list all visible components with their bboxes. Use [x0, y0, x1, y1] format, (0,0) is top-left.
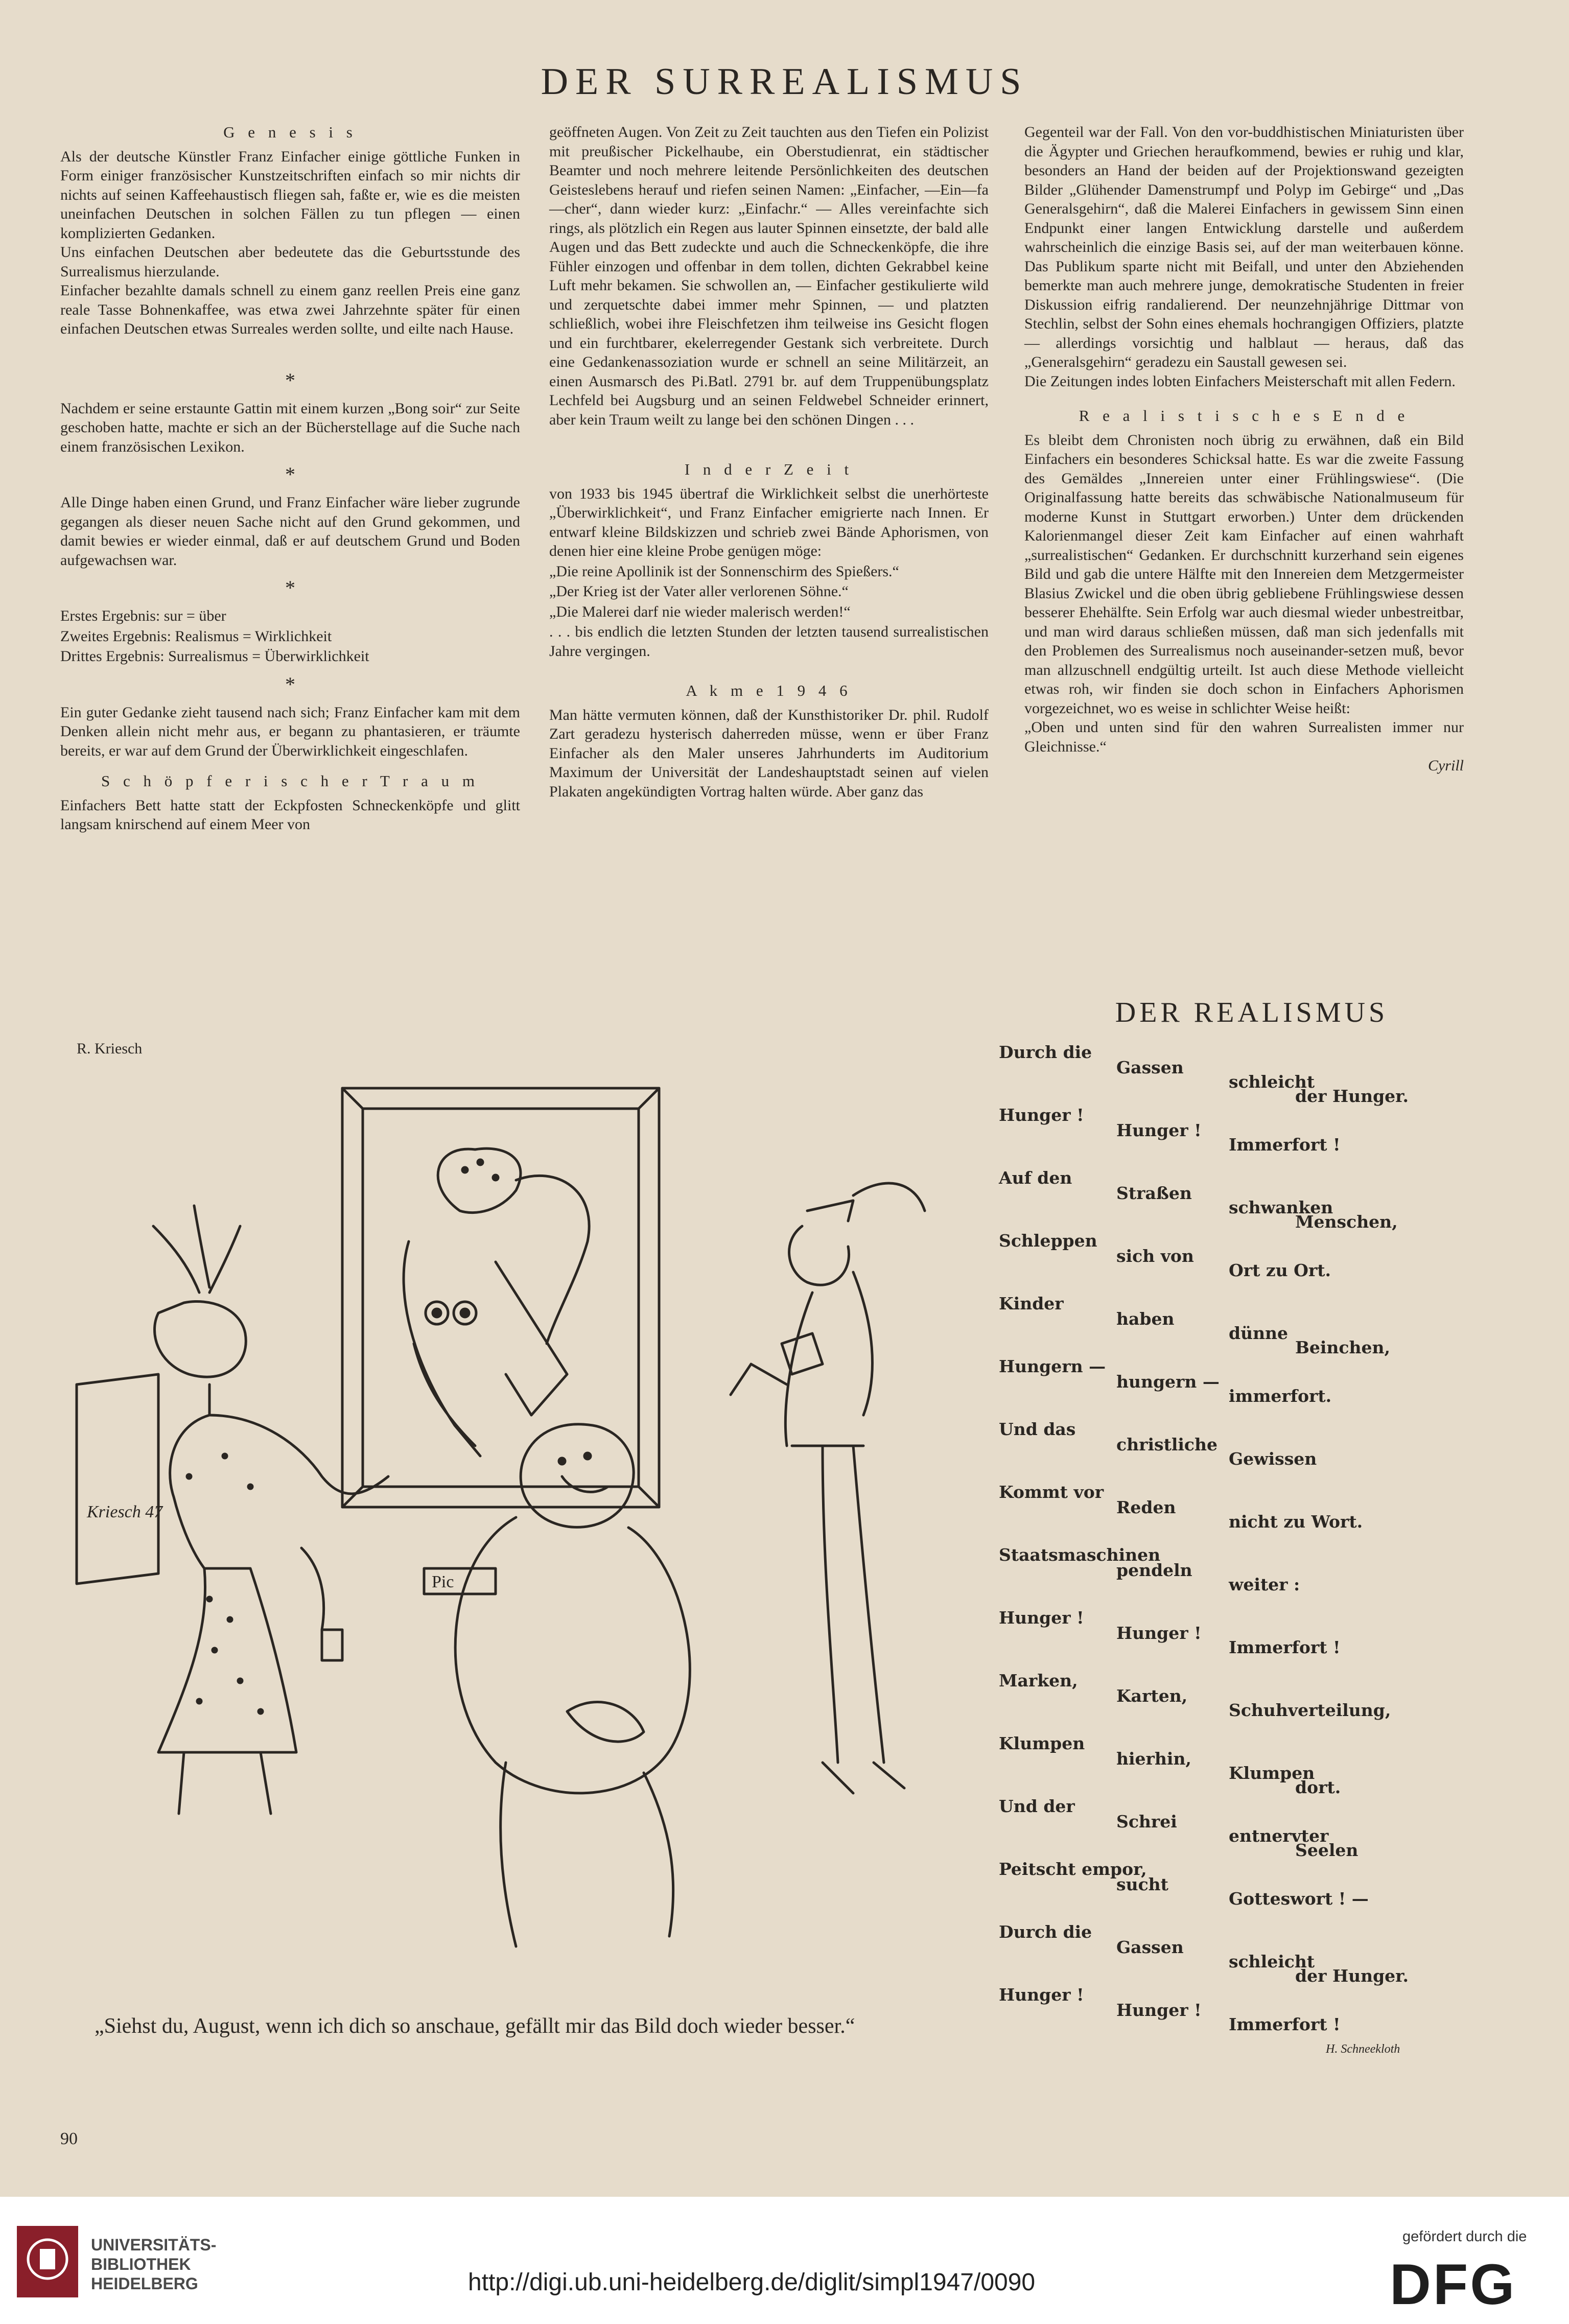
poem-word: Immerfort !	[1229, 2014, 1341, 2034]
library-name-line: HEIDELBERG	[91, 2274, 198, 2293]
poem-word: Seelen	[1295, 1840, 1359, 1860]
poem-author: H. Schneekloth	[1326, 2043, 1400, 2056]
poem-word: Durch die	[999, 1042, 1092, 1062]
section-star: *	[285, 672, 295, 696]
permalink-url[interactable]: http://digi.ub.uni-heidelberg.de/diglit/simpl1947/0090	[468, 2269, 1036, 2296]
poem-title: DER REALISMUS	[1115, 997, 1389, 1028]
label-sign-text: Pic	[432, 1572, 454, 1591]
funding-label: gefördert durch die	[1402, 2228, 1527, 2245]
poem-word: sucht	[1116, 1874, 1168, 1894]
poem-word: der Hunger.	[1295, 1966, 1409, 1986]
poem-word: nicht zu Wort.	[1229, 1512, 1363, 1532]
poem-word: Hunger !	[999, 1105, 1084, 1125]
heading-akme-1946: A k m e 1 9 4 6	[686, 682, 852, 699]
poem-word: Karten,	[1116, 1686, 1188, 1706]
dfg-logo	[1390, 2256, 1558, 2312]
library-name-line: UNIVERSITÄTS-	[91, 2236, 217, 2254]
result-line: Zweites Ergebnis: Realismus = Wirklichkeit	[60, 627, 332, 645]
author-signature: Cyrill	[1427, 757, 1464, 774]
result-line: Drittes Ergebnis: Surrealismus = Überwirklichkeit	[60, 648, 369, 665]
poem-word: Hungern —	[999, 1356, 1106, 1376]
aphorism: „Die reine Apollinik ist der Sonnenschirm des Spießers.“	[549, 562, 899, 580]
result-line: Erstes Ergebnis: sur = über	[60, 607, 226, 624]
library-name-line: BIBLIOTHEK	[91, 2255, 191, 2273]
poem-word: Auf den	[999, 1168, 1072, 1188]
poem-word: schleicht	[1229, 1072, 1315, 1092]
poem-word: Gassen	[1116, 1058, 1184, 1077]
poem-word: Hunger !	[1116, 2000, 1202, 2020]
text-column-right	[1024, 123, 1464, 776]
dfg-logo-text: DFG	[1390, 2256, 1517, 2312]
page-number: 90	[60, 2129, 78, 2148]
poem	[999, 1042, 1484, 2059]
poem-word: Hunger !	[999, 1608, 1084, 1628]
artist-signature: Kriesch 47	[87, 1503, 163, 1521]
poem-word: schwanken	[1229, 1198, 1333, 1217]
poem-word: Kinder	[999, 1294, 1064, 1313]
paragraph: Alle Dinge haben einen Grund, und Franz Einfacher wäre lieber zugrunde gegangen als dieser neuen Sache nicht auf den Grund gekommen, und damit bewies er wieder einmal, daß er auf deutschem Grund und Boden aufgewachsen war.	[60, 494, 520, 569]
poem-word: dort.	[1295, 1777, 1341, 1797]
paragraph: Einfachers Bett hatte statt der Eckpfosten Schneckenköpfe und glitt langsam knirschend auf einem Meer von	[60, 796, 520, 833]
heading-genesis: G e n e s i s	[223, 123, 357, 141]
paragraph: Gegenteil war der Fall. Von den vor-buddhistischen Miniaturisten über die Ägypter und Griechen heraufkommend, bewies er ruhig und klar, besonders an Hand der beiden auf der Projektionswand gezeigten Bilder „Glühender Damenstrumpf und Polyp im Gebirge“ und „Das Generalsgehirn“, daß die Malerei Einfachers in gewissem Sinn einen Endpunkt einer langen Entwicklung darstelle und außerdem wahrscheinlich die einzige Basis sei, auf der man weiterbauen könne. Das Publikum sparte nicht mit Beifall, und unter den Abziehenden bemerkte man auch mehrere junge, demokratische Studenten in freier Diskussion eifrig randalierend. Der neunzehnjährige Dittmar von Stechlin, selbst der Sohn eines ehemals hochrangigen Offiziers, platzte — allerdings vorsichtig und halblaut — heraus, daß das „Generalsgehirn“ geradezu ein Saustall gewesen sei.	[1024, 124, 1464, 370]
wall-frame	[77, 1374, 158, 1584]
woman-figure	[153, 1206, 388, 1814]
poem-word: Kommt vor	[999, 1482, 1104, 1502]
paragraph: Nachdem er seine erstaunte Gattin mit einem kurzen „Bong soir“ zur Seite geschoben hatte, machte er sich an der Bücherstellage auf die Suche nach einem französischen Lexikon.	[60, 400, 520, 455]
poem-word: Gewissen	[1229, 1449, 1317, 1469]
paragraph: Einfacher bezahlte damals schnell zu einem ganz reellen Preis eine ganz reale Tasse Bohnenkaffee, was etwa zwei Jahrzehnte später für einen einfachen Deutschen etwas Surreales werden sollte, und eilte nach Hause.	[60, 282, 520, 337]
text-column-middle	[549, 123, 989, 801]
poem-word: Und das	[999, 1419, 1076, 1439]
poem-word: schleicht	[1229, 1952, 1315, 1971]
page-title: DER SURREALISMUS	[541, 61, 1028, 103]
painter-figure	[731, 1183, 925, 1793]
poem-word: hungern —	[1116, 1372, 1220, 1392]
heading-in-der-zeit: I n d e r Z e i t	[684, 460, 854, 478]
poem-word: immerfort.	[1229, 1386, 1332, 1406]
poem-word: Immerfort !	[1229, 1135, 1341, 1155]
paragraph: geöffneten Augen. Von Zeit zu Zeit tauchten aus den Tiefen ein Polizist mit preußischer Pickelhaube, ein Oberstudienrat, ein städtischer Beamter und noch mehrere leitende Persönlichkeiten des deutschen Geisteslebens herauf und riefen seinen Namen: „Einfacher, —Ein—fa—cher“, dann wieder kurz: „Einfachr.“ — Alles vereinfachte sich rings, als plötzlich ein Regen aus lauter Spinnen einsetzte, der bald alle Augen und das Bett zudeckte und auch die Schneckenköpfe, die ihre Fühler einzogen und offenbar in dem tollen, dichten Gekrabbel keine Luft mehr bekamen. Sie schwollen an, — Einfacher gestikulierte wild und zerquetschte dabei immer mehr Spinnen, — und platzten schließlich, wobei ihre Fleischfetzen ihm teilweise ins Gesicht flogen und ein furchtbarer, ekelerregender Gestank sich verbreitete. Durch eine Gedankenassoziation wurde er schnell an seine Militärzeit, an einen Ausmarsch des Pi.Batl. 2791 br. auf dem Truppenübungsplatz Lechfeld bei Augsburg und an seinen Feldwebel Schneider erinnert, aber kein Traum weilt zu lange bei den schönen Dingen . . .	[549, 124, 989, 428]
section-star: *	[285, 368, 295, 392]
poem-word: hierhin,	[1116, 1749, 1191, 1769]
poem-word: Hunger !	[999, 1985, 1084, 2005]
poem-word: Hunger !	[1116, 1623, 1202, 1643]
section-star: *	[285, 576, 295, 599]
poem-word: Gassen	[1116, 1937, 1184, 1957]
poem-word: Schleppen	[999, 1231, 1097, 1251]
cartoon-illustration	[56, 1058, 976, 2008]
poem-word: Staatsmaschinen	[999, 1545, 1161, 1565]
poem-word: Immerfort !	[1229, 1637, 1341, 1657]
poem-word: Gotteswort ! —	[1229, 1889, 1369, 1909]
poem-word: weiter :	[1229, 1575, 1300, 1594]
paragraph: Ein guter Gedanke zieht tausend nach sich; Franz Einfacher kam mit dem Denken allein nicht mehr aus, er begann zu phantasieren, er träumte bereits, er war auf dem Grund der Überwirklichkeit eingeschlafen.	[60, 703, 520, 759]
aphorism: „Der Krieg ist der Vater aller verlorenen Söhne.“	[549, 583, 849, 600]
heading-schoepferischer-traum: S c h ö p f e r i s c h e r T r a u m	[101, 772, 479, 790]
paragraph: Uns einfachen Deutschen aber bedeutete das die Geburtsstunde des Surrealismus hierzulande.	[60, 244, 520, 280]
poem-word: dünne	[1229, 1323, 1289, 1343]
poem-word: Menschen,	[1295, 1212, 1398, 1232]
paragraph: Man hätte vermuten können, daß der Kunsthistoriker Dr. phil. Rudolf Zart geradezu hysterisch daherreden müsse, wenn er über Franz Einfacher als den Maler unseres Jahrhunderts im Auditorium Maximum der Universität der Landeshauptstadt seinen auf vielen Plakaten angekündigten Vortrag halten würde. Aber ganz das	[549, 706, 989, 800]
poem-word: Peitscht empor,	[999, 1859, 1147, 1879]
aphorism: „Die Malerei darf nie wieder malerisch werden!“	[549, 603, 851, 620]
paragraph: . . . bis endlich die letzten Stunden der letzten tausend surrealistischen Jahre vergingen.	[549, 623, 989, 660]
poem-word: Schuhverteilung,	[1229, 1700, 1391, 1720]
paragraph: „Oben und unten sind für den wahren Surrealisten immer nur Gleichnisse.“	[1024, 719, 1464, 755]
cartoon-caption: „Siehst du, August, wenn ich dich so anschaue, gefällt mir das Bild doch wieder besser.“	[95, 2014, 855, 2038]
poem-word: haben	[1116, 1309, 1175, 1329]
paragraph: von 1933 bis 1945 übertraf die Wirklichkeit selbst die unerhörteste „Überwirklichkeit“, und Franz Einfacher emigrierte nach Innen. Er entwarf kleine Bildskizzen und schrieb zwei Bände Aphorismen, von denen hier eine kleine Probe genügen möge:	[549, 485, 989, 559]
poem-word: Straßen	[1116, 1183, 1192, 1203]
artist-credit: R. Kriesch	[77, 1040, 143, 1057]
poem-word: Klumpen	[999, 1733, 1085, 1753]
poem-word: Beinchen,	[1295, 1337, 1390, 1357]
poem-word: Und der	[999, 1796, 1075, 1816]
poem-word: entnervter	[1229, 1826, 1329, 1846]
poem-word: Hunger !	[1116, 1120, 1202, 1140]
poem-word: Marken,	[999, 1671, 1078, 1691]
poem-word: der Hunger.	[1295, 1086, 1409, 1106]
paragraph: Als der deutsche Künstler Franz Einfacher einige göttliche Funken in Form einiger französischer Kunstzeitschriften einfach so mir nichts dir nichts auf seinen Kaffeehaustisch fliegen sah, faßte er, wie es die meisten uneinfachen Deutschen in solchen Fällen zu tun pflegen — einen komplizierten Gedanken.	[60, 148, 520, 242]
poem-word: christliche	[1116, 1435, 1217, 1454]
poem-word: Ort zu Ort.	[1229, 1260, 1331, 1280]
viewer-footer	[0, 2197, 1569, 2324]
university-seal-icon	[14, 2223, 81, 2300]
poem-word: Klumpen	[1229, 1763, 1315, 1783]
paragraph: Die Zeitungen indes lobten Einfachers Meisterschaft mit allen Federn.	[1024, 372, 1456, 390]
poem-word: Durch die	[999, 1922, 1092, 1942]
paragraph: Es bleibt dem Chronisten noch übrig zu erwähnen, daß ein Bild Einfachers ein besonderes Schicksal hatte. Es war die zweite Fassung des Gemäldes „Innereien unter einer Frühlingswiese“. (Die Originalfassung hatte bereits das schwäbische Nationalmuseum für moderne Kunst in Stuttgart erworben.) Unter dem drückenden Kalorienmangel dieser Zeit kam Einfacher auf einen wahrhaft „surrealistischen“ Gedanken. Er durchschnitt kurzerhand sein eigenes Bild und gab die untere Hälfte mit den Innereien dem Metzgermeister Blasius Zwickel und die oben übrig gebliebene Frühlingswiese dessen besserer Ehehälfte. Sein Erfolg war auch diesmal wieder unbestreitbar, und man wird daraus schließen müssen, daß man sich jedenfalls mit den Problemen des Surrealismus noch auseinander-setzen muß, bevor man allzuschnell endgültig urteilt. Ist auch diese Methode vielleicht etwas roh, wir finden sie doch schon in Einfachers Aphorismen vorgezeichnet, wo es weise in schlichter Weise heißt:	[1024, 431, 1464, 717]
heading-realistisches-ende: R e a l i s t i s c h e s E n d e	[1079, 407, 1410, 425]
section-star: *	[285, 463, 295, 486]
poem-word: sich von	[1116, 1246, 1194, 1266]
text-column-left	[60, 123, 520, 834]
poem-word: Schrei	[1116, 1812, 1177, 1832]
library-name	[91, 2235, 216, 2293]
poem-word: Reden	[1116, 1497, 1176, 1517]
surreal-portrait	[404, 1148, 589, 1456]
poem-word: pendeln	[1116, 1560, 1192, 1580]
